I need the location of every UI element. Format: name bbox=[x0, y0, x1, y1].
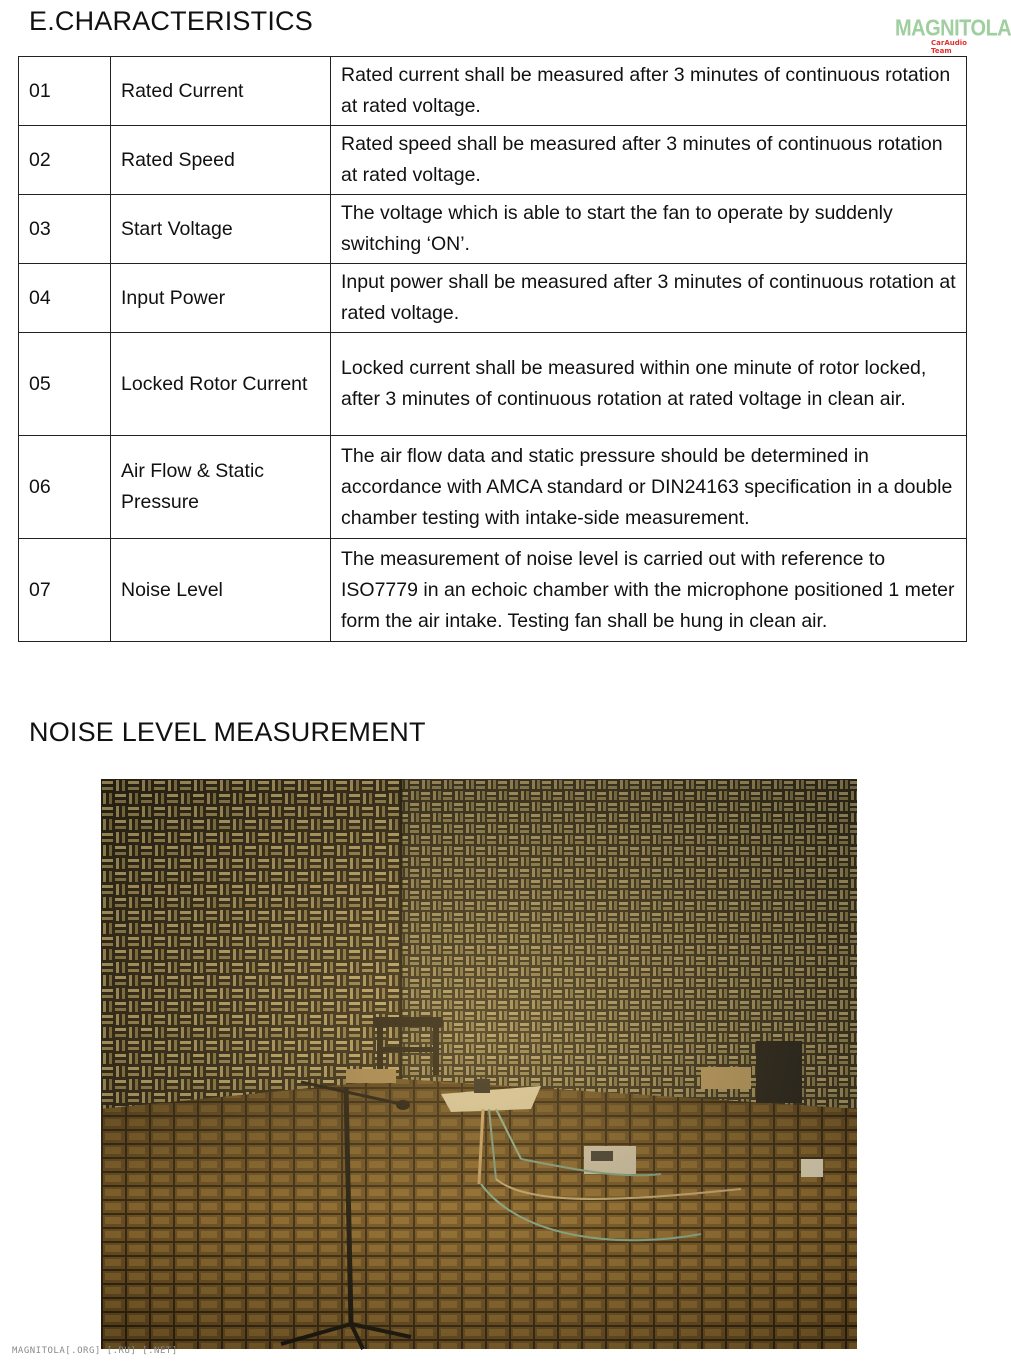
row-number: 05 bbox=[19, 333, 111, 436]
row-number: 06 bbox=[19, 436, 111, 539]
characteristic-description: Locked current shall be measured within one minute of rotor locked, after 3 minutes of continuous rotation at rated voltage in clean air. bbox=[331, 333, 967, 436]
characteristic-description: The air flow data and static pressure should be determined in accordance with AMCA standard or DIN24163 specification in a double chamber testing with intake-side measurement. bbox=[331, 436, 967, 539]
anechoic-chamber-photo bbox=[101, 779, 857, 1349]
characteristic-name: Air Flow & Static Pressure bbox=[111, 436, 331, 539]
characteristic-description: Rated speed shall be measured after 3 minutes of continuous rotation at rated voltage. bbox=[331, 126, 967, 195]
characteristic-name: Rated Speed bbox=[111, 126, 331, 195]
characteristic-name: Rated Current bbox=[111, 57, 331, 126]
row-number: 07 bbox=[19, 539, 111, 642]
characteristic-description: The voltage which is able to start the fan to operate by suddenly switching ‘ON’. bbox=[331, 195, 967, 264]
logo-tagline: CarAudio Team bbox=[931, 39, 967, 55]
row-number: 02 bbox=[19, 126, 111, 195]
logo-wordmark: MAGNITOLA bbox=[895, 16, 1011, 42]
characteristic-description: The measurement of noise level is carried out with reference to ISO7779 in an echoic chamber with the microphone positioned 1 meter form the air intake. Testing fan shall be hung in clean air. bbox=[331, 539, 967, 642]
row-number: 03 bbox=[19, 195, 111, 264]
table-row bbox=[19, 264, 967, 333]
noise-measurement-heading: NOISE LEVEL MEASUREMENT bbox=[29, 717, 426, 747]
characteristics-heading: E.CHARACTERISTICS bbox=[29, 6, 313, 36]
characteristic-name: Start Voltage bbox=[111, 195, 331, 264]
characteristic-name: Locked Rotor Current bbox=[111, 333, 331, 436]
table-row bbox=[19, 539, 967, 642]
characteristic-description: Input power shall be measured after 3 minutes of continuous rotation at rated voltage. bbox=[331, 264, 967, 333]
table-row bbox=[19, 126, 967, 195]
characteristic-description: Rated current shall be measured after 3 minutes of continuous rotation at rated voltage. bbox=[331, 57, 967, 126]
magnitola-logo bbox=[895, 16, 1011, 55]
characteristics-table bbox=[18, 56, 967, 642]
row-number: 04 bbox=[19, 264, 111, 333]
characteristic-name: Input Power bbox=[111, 264, 331, 333]
table-row bbox=[19, 436, 967, 539]
table-row bbox=[19, 57, 967, 126]
footer-watermark: MAGNITOLA[.ORG] [.RU] [.NET] bbox=[12, 1346, 178, 1356]
characteristic-name: Noise Level bbox=[111, 539, 331, 642]
table-row bbox=[19, 195, 967, 264]
row-number: 01 bbox=[19, 57, 111, 126]
table-row bbox=[19, 333, 967, 436]
